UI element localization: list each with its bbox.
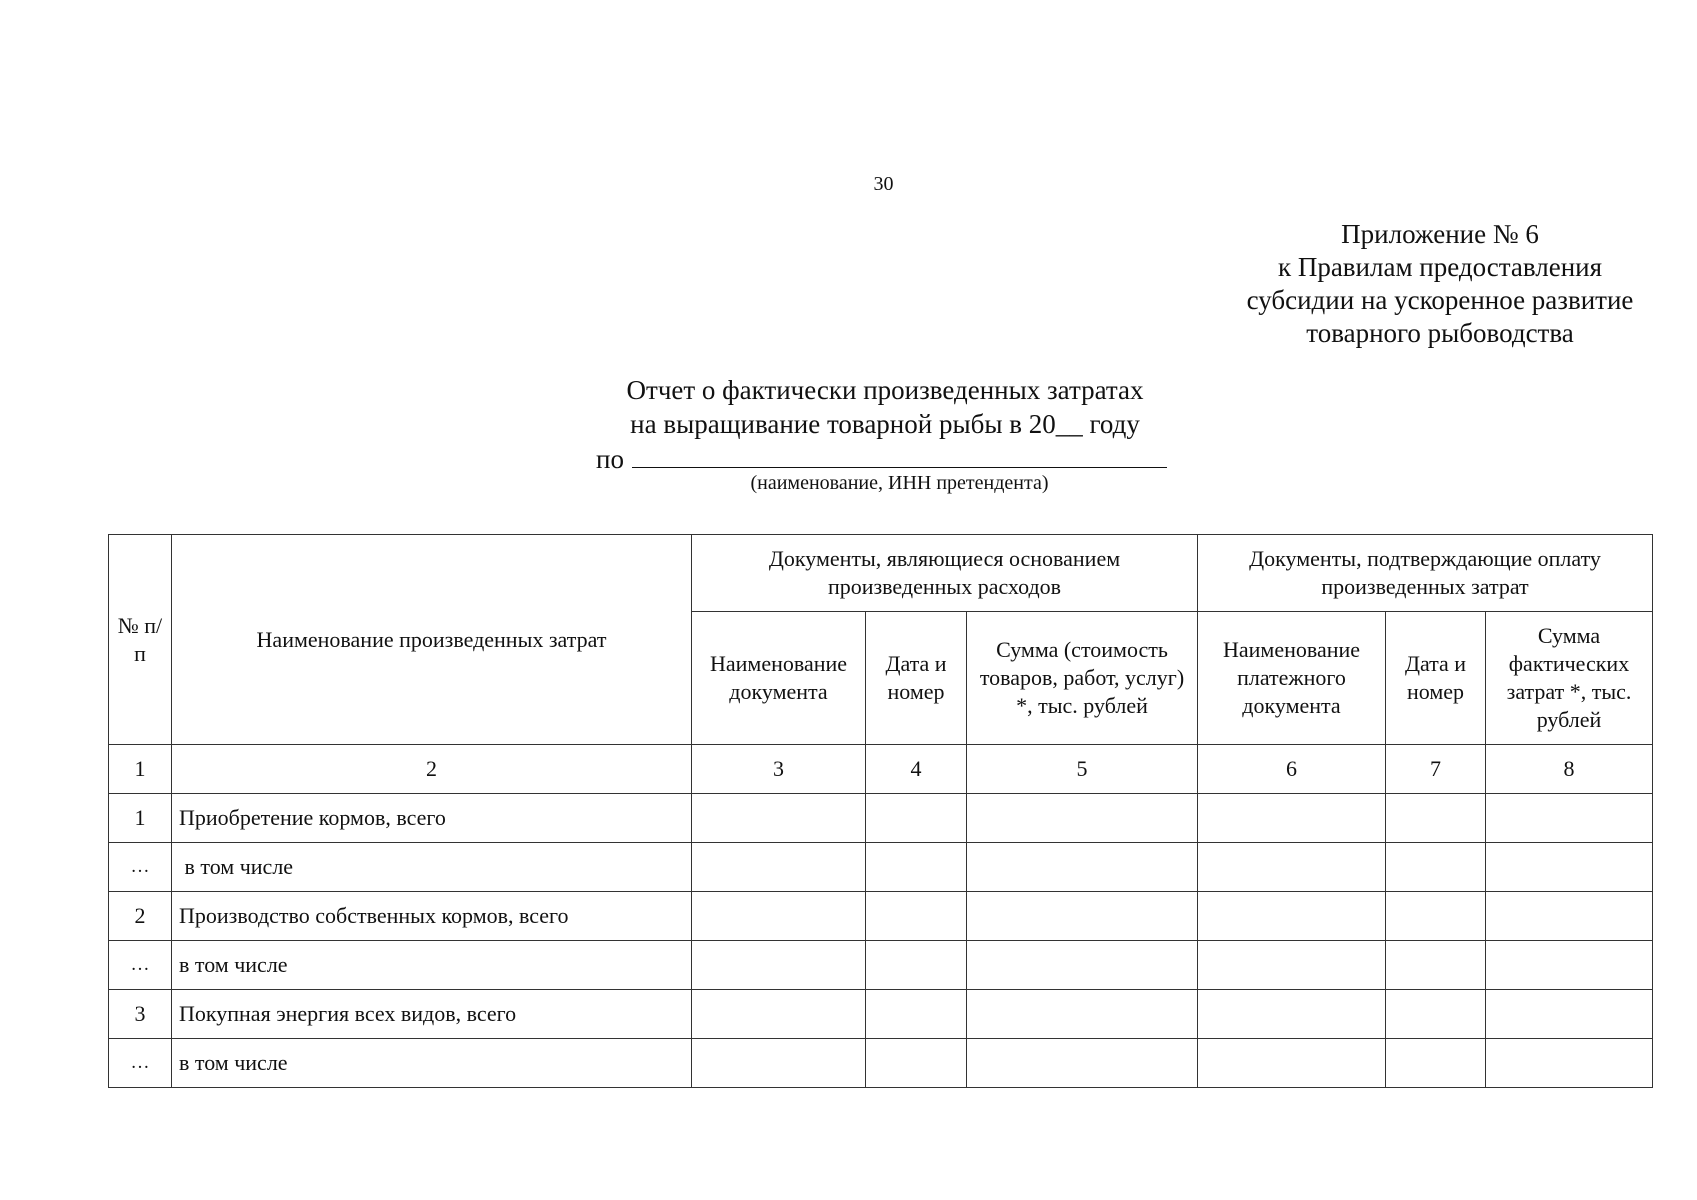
page-number: 30 — [873, 173, 894, 195]
table-header-row — [109, 535, 1653, 612]
empty-cell[interactable] — [1198, 794, 1386, 843]
table-row — [109, 794, 1653, 843]
empty-cell[interactable] — [967, 794, 1198, 843]
empty-cell[interactable] — [1486, 794, 1653, 843]
empty-cell[interactable] — [1386, 990, 1486, 1039]
empty-cell[interactable] — [692, 1039, 866, 1088]
header-date-number: Дата и номер — [866, 612, 967, 745]
empty-cell[interactable] — [1486, 1039, 1653, 1088]
empty-cell[interactable] — [1386, 843, 1486, 892]
header-group-basis-documents: Документы, являющиеся основанием произведенных расходов — [692, 535, 1198, 612]
column-index: 1 — [109, 745, 172, 794]
row-expense-name: Покупная энергия всех видов, всего — [172, 990, 692, 1039]
empty-cell[interactable] — [967, 1039, 1198, 1088]
table-row — [109, 990, 1653, 1039]
empty-cell[interactable] — [866, 1039, 967, 1088]
empty-cell[interactable] — [1386, 794, 1486, 843]
header-num: № п/п — [109, 535, 172, 745]
header-payment-document-name: Наименование платежного документа — [1198, 612, 1386, 745]
header-group-payment-documents: Документы, подтверждающие оплату произведенных затрат — [1198, 535, 1653, 612]
empty-cell[interactable] — [866, 941, 967, 990]
row-expense-name: в том числе — [172, 843, 692, 892]
empty-cell[interactable] — [866, 990, 967, 1039]
row-number: 2 — [109, 892, 172, 941]
empty-cell[interactable] — [692, 892, 866, 941]
appendix-header — [1225, 218, 1655, 350]
applicant-caption: (наименование, ИНН претендента) — [750, 472, 1049, 494]
empty-cell[interactable] — [692, 794, 866, 843]
empty-cell[interactable] — [967, 941, 1198, 990]
empty-cell[interactable] — [967, 990, 1198, 1039]
row-expense-name: в том числе — [172, 941, 692, 990]
empty-cell[interactable] — [692, 990, 866, 1039]
empty-cell[interactable] — [1486, 892, 1653, 941]
empty-cell[interactable] — [967, 843, 1198, 892]
row-number: … — [109, 1039, 172, 1088]
empty-cell[interactable] — [1198, 990, 1386, 1039]
header-document-name: Наименование документа — [692, 612, 866, 745]
empty-cell[interactable] — [1386, 941, 1486, 990]
table-row — [109, 843, 1653, 892]
column-index: 8 — [1486, 745, 1653, 794]
row-expense-name: Производство собственных кормов, всего — [172, 892, 692, 941]
table-row — [109, 1039, 1653, 1088]
column-index: 7 — [1386, 745, 1486, 794]
empty-cell[interactable] — [1198, 1039, 1386, 1088]
table-row — [109, 892, 1653, 941]
empty-cell[interactable] — [692, 843, 866, 892]
header-sum-cost: Сумма (стоимость товаров, работ, услуг) *, тыс. рублей — [967, 612, 1198, 745]
table-index-row — [109, 745, 1653, 794]
empty-cell[interactable] — [692, 941, 866, 990]
expenses-report-table — [108, 534, 1653, 1088]
row-expense-name: Приобретение кормов, всего — [172, 794, 692, 843]
applicant-label: по — [596, 444, 624, 474]
row-number: 1 — [109, 794, 172, 843]
appendix-line: субсидии на ускоренное развитие — [1246, 285, 1634, 315]
row-number: … — [109, 941, 172, 990]
row-number: … — [109, 843, 172, 892]
row-number: 3 — [109, 990, 172, 1039]
report-title — [555, 373, 1215, 441]
empty-cell[interactable] — [1386, 892, 1486, 941]
empty-cell[interactable] — [1486, 990, 1653, 1039]
empty-cell[interactable] — [967, 892, 1198, 941]
header-expense-name: Наименование произведенных затрат — [172, 535, 692, 745]
table-row — [109, 941, 1653, 990]
empty-cell[interactable] — [1486, 941, 1653, 990]
column-index: 4 — [866, 745, 967, 794]
row-expense-name: в том числе — [172, 1039, 692, 1088]
empty-cell[interactable] — [866, 892, 967, 941]
empty-cell[interactable] — [1198, 941, 1386, 990]
report-title-line: на выращивание товарной рыбы в 20__ году — [630, 409, 1140, 439]
column-index: 6 — [1198, 745, 1386, 794]
empty-cell[interactable] — [1386, 1039, 1486, 1088]
empty-cell[interactable] — [1486, 843, 1653, 892]
appendix-line: товарного рыбоводства — [1306, 318, 1574, 348]
header-payment-date-number: Дата и номер — [1386, 612, 1486, 745]
column-index: 2 — [172, 745, 692, 794]
empty-cell[interactable] — [1198, 892, 1386, 941]
appendix-line: к Правилам предоставления — [1277, 252, 1603, 282]
header-actual-sum: Сумма фактических затрат *, тыс. рублей — [1486, 612, 1653, 745]
empty-cell[interactable] — [866, 843, 967, 892]
applicant-blank-line — [632, 467, 1167, 468]
empty-cell[interactable] — [1198, 843, 1386, 892]
appendix-line: Приложение № 6 — [1341, 219, 1539, 249]
column-index: 5 — [967, 745, 1198, 794]
report-title-line: Отчет о фактически произведенных затратах — [626, 375, 1144, 405]
column-index: 3 — [692, 745, 866, 794]
empty-cell[interactable] — [866, 794, 967, 843]
